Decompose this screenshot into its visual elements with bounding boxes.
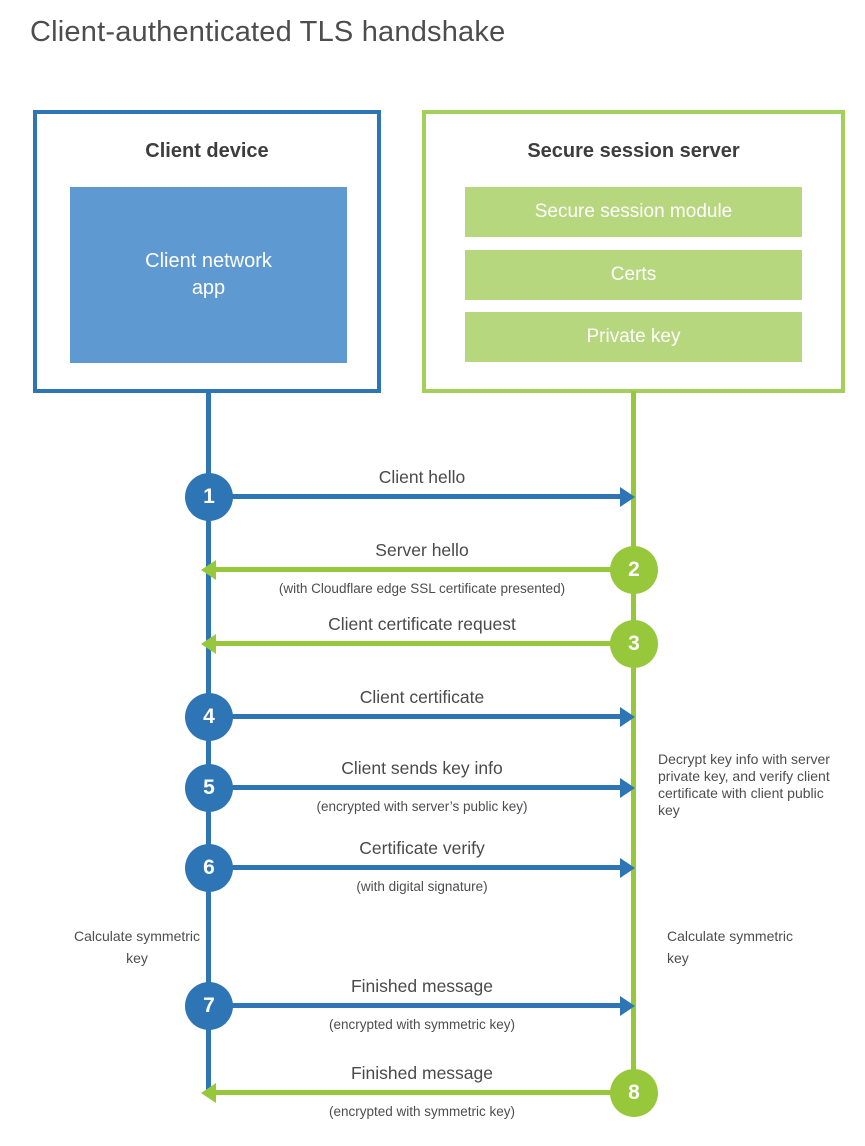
step-4-arrow-line bbox=[211, 714, 621, 719]
step-4-badge: 4 bbox=[185, 693, 233, 741]
step-1-arrowhead-right-icon bbox=[620, 487, 635, 507]
step-4-arrowhead-right-icon bbox=[620, 707, 635, 727]
step-8-arrowhead-left-icon bbox=[201, 1083, 216, 1103]
step-7-sublabel: (encrypted with symmetric key) bbox=[328, 1017, 516, 1032]
step-8-arrow-line bbox=[216, 1090, 634, 1095]
step-5-arrow-line bbox=[211, 785, 621, 790]
step-3-arrowhead-left-icon bbox=[201, 634, 216, 654]
step-3-arrow-line bbox=[216, 641, 634, 646]
step-8-label: Finished message bbox=[350, 1063, 494, 1083]
step-2-sublabel: (with Cloudflare edge SSL certificate presented) bbox=[278, 581, 566, 596]
step-1-badge: 1 bbox=[185, 473, 233, 521]
step-5-label: Client sends key info bbox=[341, 758, 503, 778]
step-7-badge: 7 bbox=[185, 982, 233, 1030]
step-2-badge: 2 bbox=[610, 546, 658, 594]
step-6-badge: 6 bbox=[185, 844, 233, 892]
step-5-arrowhead-right-icon bbox=[620, 778, 635, 798]
step-2-label: Server hello bbox=[375, 540, 469, 560]
client-network-app-label: Client network app bbox=[145, 250, 272, 299]
step-2-arrowhead-left-icon bbox=[201, 560, 216, 580]
page-title: Client-authenticated TLS handshake bbox=[30, 16, 506, 48]
step-1-label: Client hello bbox=[378, 467, 466, 487]
step-5-badge: 5 bbox=[185, 764, 233, 812]
step-5-sublabel: (encrypted with server’s public key) bbox=[316, 799, 528, 814]
secure-session-server-box bbox=[422, 110, 845, 393]
client-device-heading: Client device bbox=[145, 140, 269, 162]
calculate-symmetric-key-note-client: Calculate symmetric key bbox=[73, 928, 201, 966]
step-6-sublabel: (with digital signature) bbox=[356, 879, 488, 894]
step-7-label: Finished message bbox=[350, 976, 494, 996]
step-1-arrow-line bbox=[211, 494, 621, 499]
step-3-label: Client certificate request bbox=[328, 614, 516, 634]
step-2-arrow-line bbox=[216, 567, 634, 572]
client-network-app-block bbox=[70, 187, 347, 363]
secure-session-server-heading: Secure session server bbox=[527, 140, 740, 162]
server-module-secure-session: Secure session module bbox=[465, 187, 802, 237]
step-8-sublabel: (encrypted with symmetric key) bbox=[328, 1104, 516, 1119]
step-8-badge: 8 bbox=[610, 1069, 658, 1117]
calculate-symmetric-key-note-server: Calculate symmetric key bbox=[667, 928, 794, 966]
step-7-arrow-line bbox=[211, 1003, 621, 1008]
server-module-certs: Certs bbox=[465, 250, 802, 300]
step-3-badge: 3 bbox=[610, 620, 658, 668]
step-4-label: Client certificate bbox=[359, 687, 485, 707]
step-7-arrowhead-right-icon bbox=[620, 996, 635, 1016]
server-module-private-key: Private key bbox=[465, 312, 802, 362]
decrypt-key-info-note: Decrypt key info with server private key, and verify client certificate with client public key bbox=[658, 751, 830, 818]
step-6-arrow-line bbox=[211, 865, 621, 870]
client-device-box bbox=[33, 110, 381, 393]
step-6-arrowhead-right-icon bbox=[620, 858, 635, 878]
step-6-label: Certificate verify bbox=[359, 838, 485, 858]
